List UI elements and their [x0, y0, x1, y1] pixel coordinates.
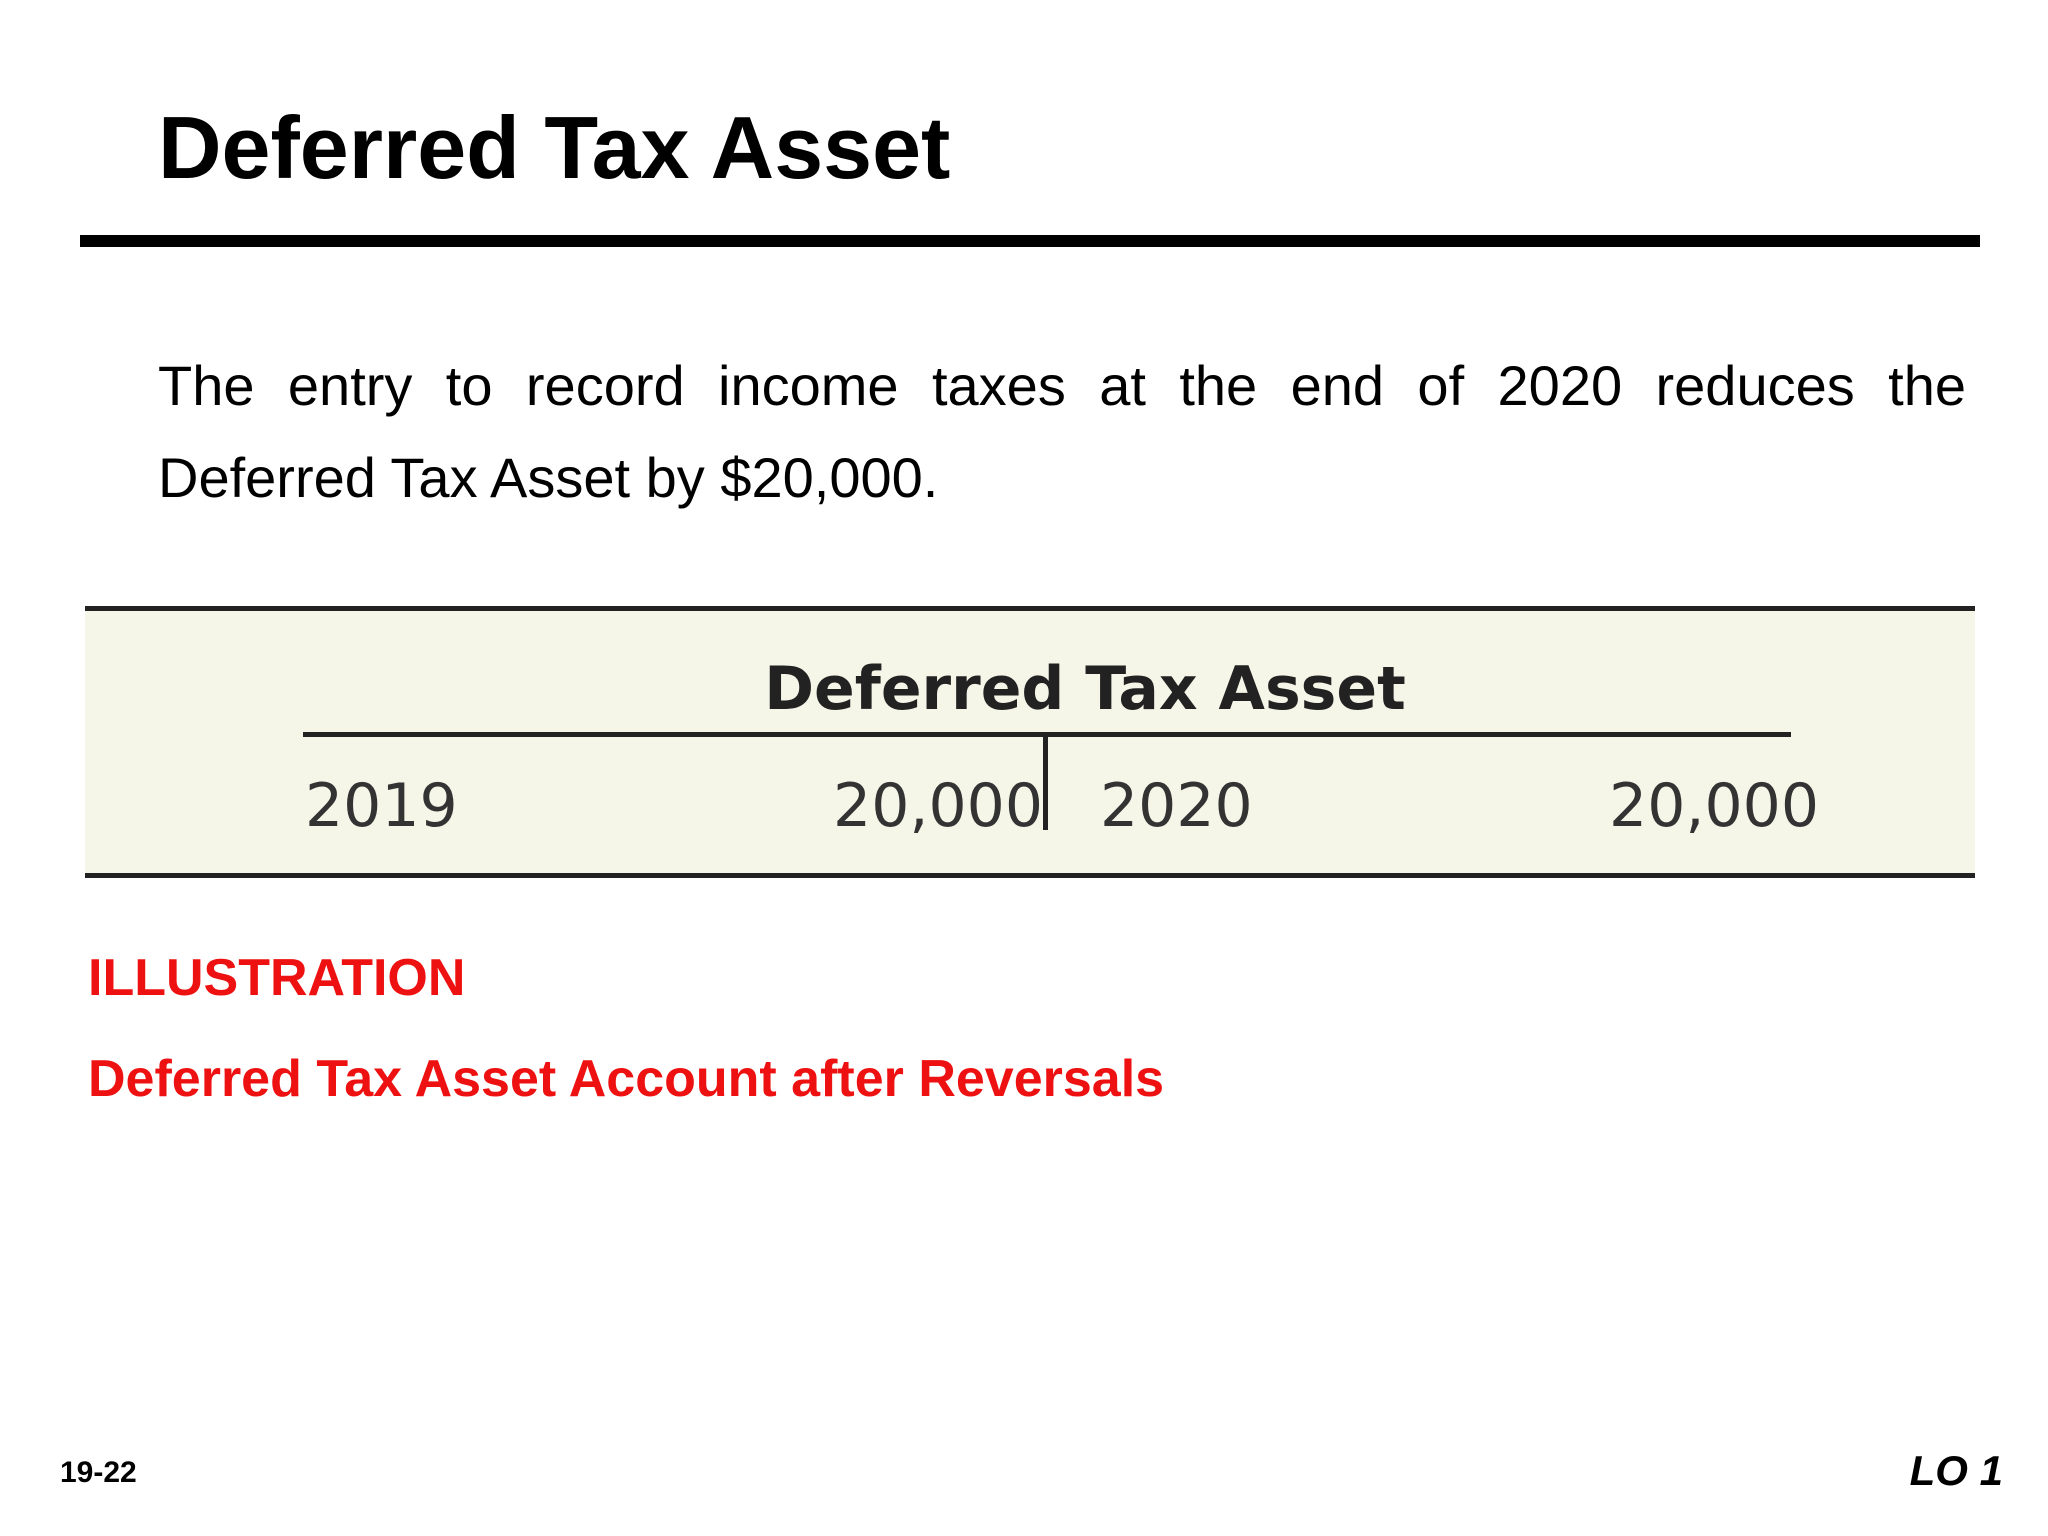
debit-year: 2019: [305, 771, 458, 841]
body-paragraph: The entry to record income taxes at the end of 2020 reduces the Deferred Tax Asset by $20,000.: [158, 354, 1966, 509]
title-divider: [80, 235, 1980, 247]
learning-objective-label: LO 1: [1909, 1447, 2003, 1494]
credit-amount: 20,000: [1609, 771, 1819, 841]
credit-year: 2020: [1100, 771, 1253, 841]
slide-number: 19-22: [60, 1456, 137, 1489]
t-account-vertical-rule: [1043, 737, 1048, 830]
t-account-title: Deferred Tax Asset: [764, 654, 1406, 724]
illustration-label: ILLUSTRATION: [88, 949, 466, 1007]
slide-title: Deferred Tax Asset: [158, 98, 951, 197]
illustration-caption: Deferred Tax Asset Account after Reversals: [88, 1050, 1165, 1108]
t-account-panel: [85, 606, 1975, 878]
debit-amount: 20,000: [833, 771, 1043, 841]
